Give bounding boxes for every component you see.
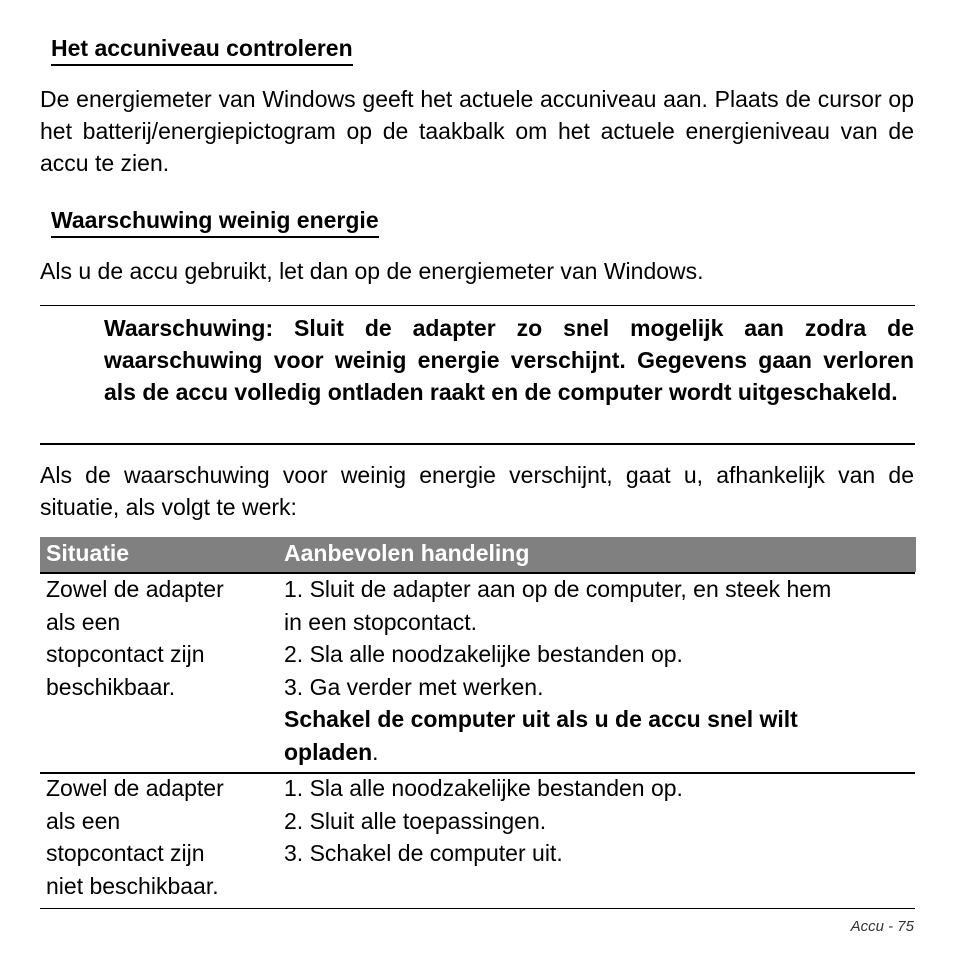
action-bold-word: opladen [284, 738, 373, 765]
action-line: 3. Ga verder met werken. [284, 673, 544, 700]
table-bottom-rule [40, 908, 915, 909]
section-intro-waarschuwing: Als u de accu gebruikt, let dan op de energiemeter van Windows. [40, 258, 704, 284]
table-row-1-action [284, 573, 831, 768]
warning-top-rule [40, 305, 915, 306]
situation-line: stopcontact zijn [46, 641, 205, 667]
situation-line: stopcontact zijn [46, 840, 205, 866]
section-heading-accuniveau: Het accuniveau controleren [51, 34, 353, 66]
warning-bottom-rule [40, 443, 915, 445]
table-header-handeling: Aanbevolen handeling [284, 540, 530, 566]
action-bold-tail: . [372, 738, 379, 765]
page-footer: Accu - 75 [850, 918, 914, 935]
action-bold-line-end [284, 736, 831, 769]
situation-line: Zowel de adapter [46, 775, 224, 801]
situation-line: als een [46, 807, 121, 834]
table-header-situatie: Situatie [46, 540, 130, 566]
action-line: 1. Sluit de adapter aan op de computer, en steek hem [284, 576, 832, 602]
section-heading-waarschuwing: Waarschuwing weinig energie [51, 206, 379, 238]
table-header [40, 537, 916, 572]
action-line: 1. Sla alle noodzakelijke bestanden op. [284, 775, 683, 801]
situation-line: Zowel de adapter [46, 576, 224, 602]
table-row-1-situation [46, 573, 224, 703]
action-line: 2. Sla alle noodzakelijke bestanden op. [284, 641, 683, 667]
action-line: in een stopcontact. [284, 608, 478, 635]
situation-line: beschikbaar. [46, 673, 176, 700]
action-line: 2. Sluit alle toepassingen. [284, 807, 547, 834]
followup-text: Als de waarschuwing voor weinig energie verschijnt, gaat u, afhankelijk van de situatie, als volgt te werk: [40, 462, 914, 520]
situation-line: niet beschikbaar. [46, 872, 219, 899]
action-bold-line: Schakel de computer uit als u de accu snel wilt [284, 706, 798, 732]
warning-text: Waarschuwing: Sluit de adapter zo snel mogelijk aan zodra de waarschuwing voor weinig energie verschijnt. Gegevens gaan verloren als de accu volledig ontladen raakt en de computer wordt uitgeschakeld. [104, 315, 914, 405]
action-line: 3. Schakel de computer uit. [284, 840, 563, 866]
table-row-2-action [284, 772, 683, 870]
section-body-accuniveau: De energiemeter van Windows geeft het actuele accuniveau aan. Plaats de cursor op het batterij/energiepictogram op de taakbalk om het actuele energieniveau van de accu te zien. [40, 86, 914, 176]
situation-line: als een [46, 608, 121, 635]
table-row-2-situation [46, 772, 224, 902]
